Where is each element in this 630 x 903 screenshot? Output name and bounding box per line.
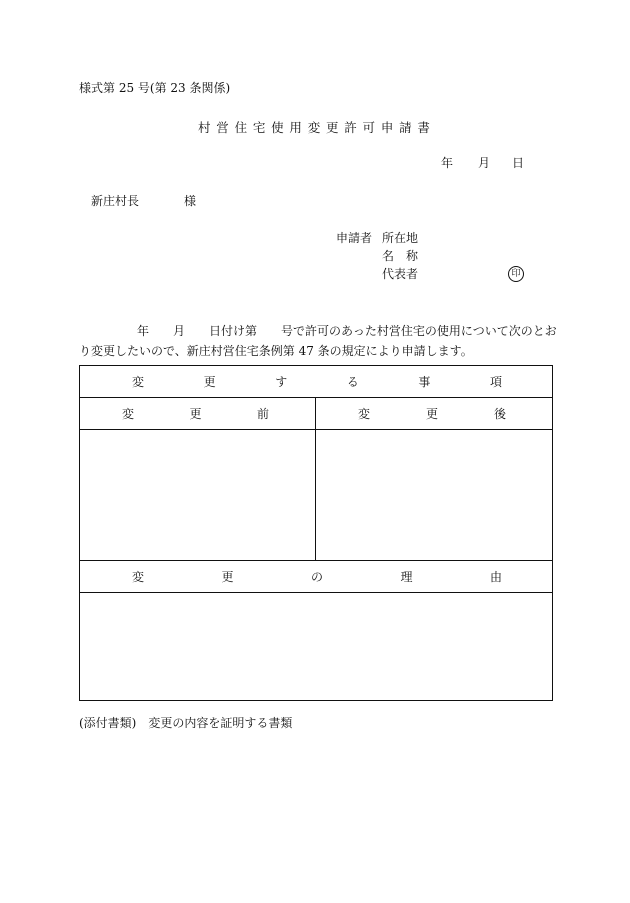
body-line2: り変更したいので、新庄村営住宅条例第 47 条の規定により申請します。 [79,344,473,358]
date-month: 月 [478,156,491,170]
after-header [316,398,553,430]
representative-label: 代表者 [382,267,419,281]
title-char: 宅 [252,120,266,135]
address-label: 所在地 [382,231,419,245]
body-line1-rest: 号で許可のあった村営住宅の使用について次のとお [281,324,557,338]
header-char: 変 [132,375,145,389]
date-day: 日 [512,156,525,170]
application-statement [79,321,557,361]
before-char: 更 [189,407,202,421]
title-char: 書 [417,120,430,135]
before-after-header-row [80,398,553,430]
after-char: 変 [358,407,371,421]
page-title [198,120,430,136]
reason-char: 由 [489,570,502,584]
change-table [79,365,553,701]
title-char: 村 [198,120,211,135]
title-char: 更 [325,120,339,135]
title-char: 請 [399,120,412,135]
title-char: 営 [216,120,229,135]
header-char: 事 [418,375,431,389]
before-char: 変 [122,407,135,421]
title-char: 可 [362,120,376,135]
recipient-honorific: 様 [184,194,197,208]
reason-char: 更 [221,570,234,584]
body-day-number: 日付け第 [209,324,258,338]
reason-char: 理 [400,570,413,584]
reason-body-row [80,593,553,701]
header-char: 更 [203,375,216,389]
title-char: 使 [271,120,284,135]
before-header [80,398,316,430]
title-char: 申 [380,120,394,135]
reason-header-row [80,561,553,593]
header-char: る [346,375,359,389]
body-year: 年 [137,324,150,338]
reason-char: 変 [132,570,145,584]
reason-char: の [310,570,323,584]
header-char: す [275,375,288,389]
name-label-1: 名 [382,249,395,263]
form-number: 様式第 25 号(第 23 条関係) [79,81,231,95]
name-label-2: 称 [406,249,419,263]
applicant-label: 申請者 [336,231,373,245]
title-char: 住 [234,120,248,135]
before-char: 前 [256,407,269,421]
before-value-cell[interactable] [80,430,316,561]
title-char: 用 [289,120,302,135]
title-char: 変 [307,120,321,135]
change-items-header-row [80,366,553,398]
reason-value-cell[interactable] [80,593,553,701]
attachment-note: (添付書類) 変更の内容を証明する書類 [79,716,293,730]
after-char: 更 [425,407,438,421]
body-month: 月 [173,324,186,338]
recipient-name: 新庄村長 [91,194,140,208]
date-year: 年 [441,156,454,170]
after-value-cell[interactable] [316,430,553,561]
header-char: 項 [489,375,502,389]
seal-mark: 印 [508,266,524,282]
title-char: 許 [344,120,357,135]
change-items-header [80,366,553,398]
before-after-body-row [80,430,553,561]
after-char: 後 [493,407,506,421]
reason-header [80,561,553,593]
